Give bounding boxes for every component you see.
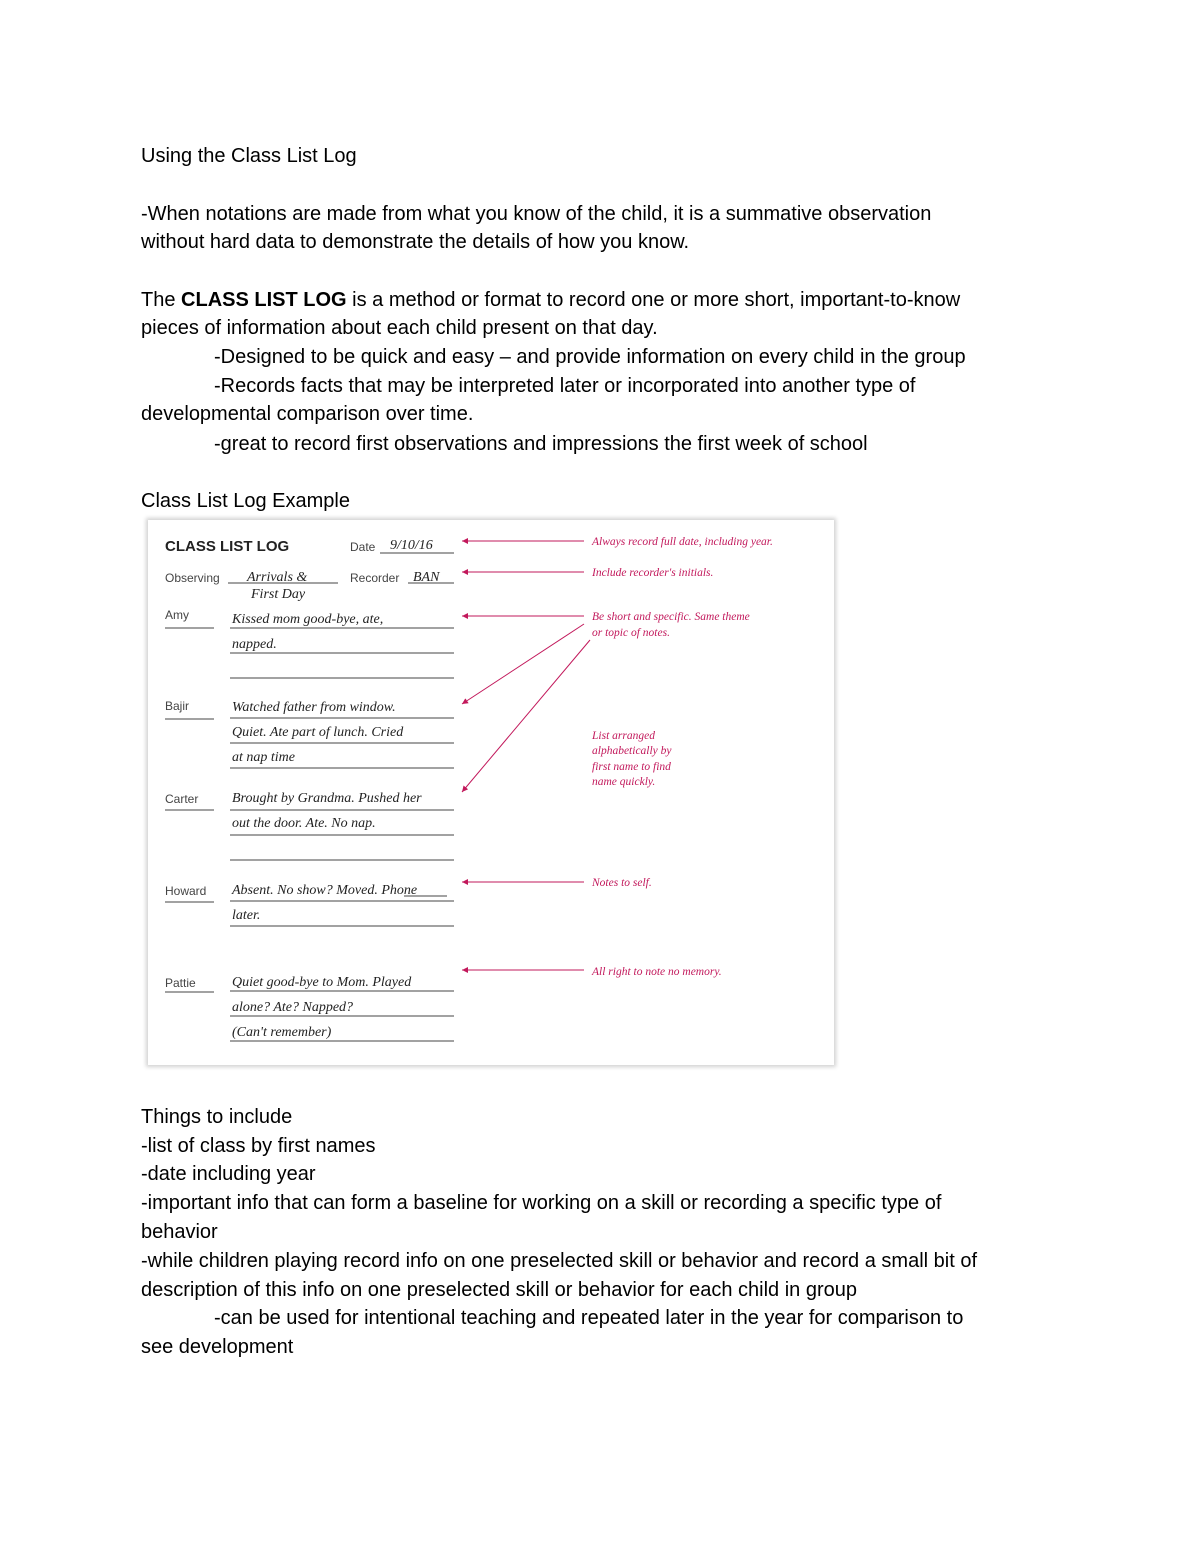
class-list-log-figure	[148, 520, 834, 1065]
definition-line-1	[141, 286, 960, 314]
definition-bullet-3: -great to record first observations and impressions the first week of school	[214, 433, 868, 455]
child-note-line: Quiet. Ate part of lunch. Cried	[232, 725, 404, 740]
date-value: 9/10/16	[390, 538, 433, 553]
child-name-amy: Amy	[165, 608, 189, 622]
example-heading: Class List Log Example	[141, 490, 350, 512]
intro-line-1: -When notations are made from what you know of the child, it is a summative observation	[141, 203, 932, 225]
note-recorder: Include recorder's initials.	[592, 567, 714, 579]
page-heading: Using the Class List Log	[141, 145, 357, 167]
child-note-line: (Can't remember)	[232, 1025, 332, 1040]
observing-value-2: First Day	[251, 587, 306, 602]
arrow-bajir	[462, 624, 584, 704]
child-note-line: Absent. No show? Moved. Phone	[232, 883, 418, 898]
note-date: Always record full date, including year.	[592, 536, 773, 548]
observing-label: Observing	[165, 571, 220, 585]
definition-suffix: is a method or format to record one or more short, important-to-know	[346, 289, 961, 311]
note-alpha-4: name quickly.	[592, 776, 656, 788]
child-name-howard: Howard	[165, 884, 207, 898]
figure-title: CLASS LIST LOG	[165, 538, 290, 555]
child-note-line: Watched father from window.	[232, 700, 396, 715]
include-item-1: -list of class by first names	[141, 1135, 376, 1157]
include-item-5-cont: see development	[141, 1336, 294, 1358]
include-item-3-cont: behavior	[141, 1221, 218, 1243]
arrow-carter	[462, 640, 590, 792]
child-note-line: napped.	[232, 637, 277, 652]
note-short-1: Be short and specific. Same theme	[592, 611, 750, 623]
include-item-4: -while children playing record info on one preselected skill or behavior and record a small bit of	[141, 1250, 977, 1272]
note-alpha-1: List arranged	[592, 730, 655, 742]
definition-line-2: pieces of information about each child present on that day.	[141, 317, 658, 339]
include-item-3: -important info that can form a baseline for working on a skill or recording a specific type of	[141, 1192, 942, 1214]
observing-value-1: Arrivals &	[247, 570, 308, 585]
date-label: Date	[350, 540, 376, 554]
class-list-log-svg	[148, 520, 834, 1065]
note-alpha-2: alphabetically by	[592, 745, 672, 757]
child-name-bajir: Bajir	[165, 699, 190, 713]
note-short-2: or topic of notes.	[592, 627, 670, 639]
child-note-line: alone? Ate? Napped?	[232, 1000, 354, 1015]
definition-prefix: The	[141, 289, 182, 311]
child-note-line: Brought by Grandma. Pushed her	[232, 791, 422, 806]
definition-bullet-2-cont: developmental comparison over time.	[141, 403, 474, 425]
include-item-4-cont: description of this info on one preselected skill or behavior for each child in group	[141, 1279, 857, 1301]
recorder-label: Recorder	[350, 571, 400, 585]
child-note-line: out the door. Ate. No nap.	[232, 816, 376, 831]
child-note-line: Quiet good-bye to Mom. Played	[232, 975, 412, 990]
child-note-line: Kissed mom good-bye, ate,	[232, 612, 384, 627]
recorder-value: BAN	[413, 570, 440, 585]
definition-bold-term: CLASS LIST LOG	[181, 289, 347, 311]
note-memory: All right to note no memory.	[592, 966, 722, 978]
include-item-2: -date including year	[141, 1163, 316, 1185]
note-alpha-3: first name to find	[592, 761, 671, 773]
include-item-5: -can be used for intentional teaching and repeated later in the year for comparison to	[214, 1307, 964, 1329]
child-note-line: at nap time	[232, 750, 295, 765]
child-name-pattie: Pattie	[165, 976, 196, 990]
note-self: Notes to self.	[592, 877, 652, 889]
definition-bullet-2: -Records facts that may be interpreted later or incorporated into another type of	[214, 375, 916, 397]
definition-bullet-1: -Designed to be quick and easy – and provide information on every child in the group	[214, 346, 966, 368]
child-name-carter: Carter	[165, 792, 199, 806]
intro-line-2: without hard data to demonstrate the details of how you know.	[141, 231, 690, 253]
child-note-line: later.	[232, 908, 261, 923]
include-heading: Things to include	[141, 1106, 293, 1128]
